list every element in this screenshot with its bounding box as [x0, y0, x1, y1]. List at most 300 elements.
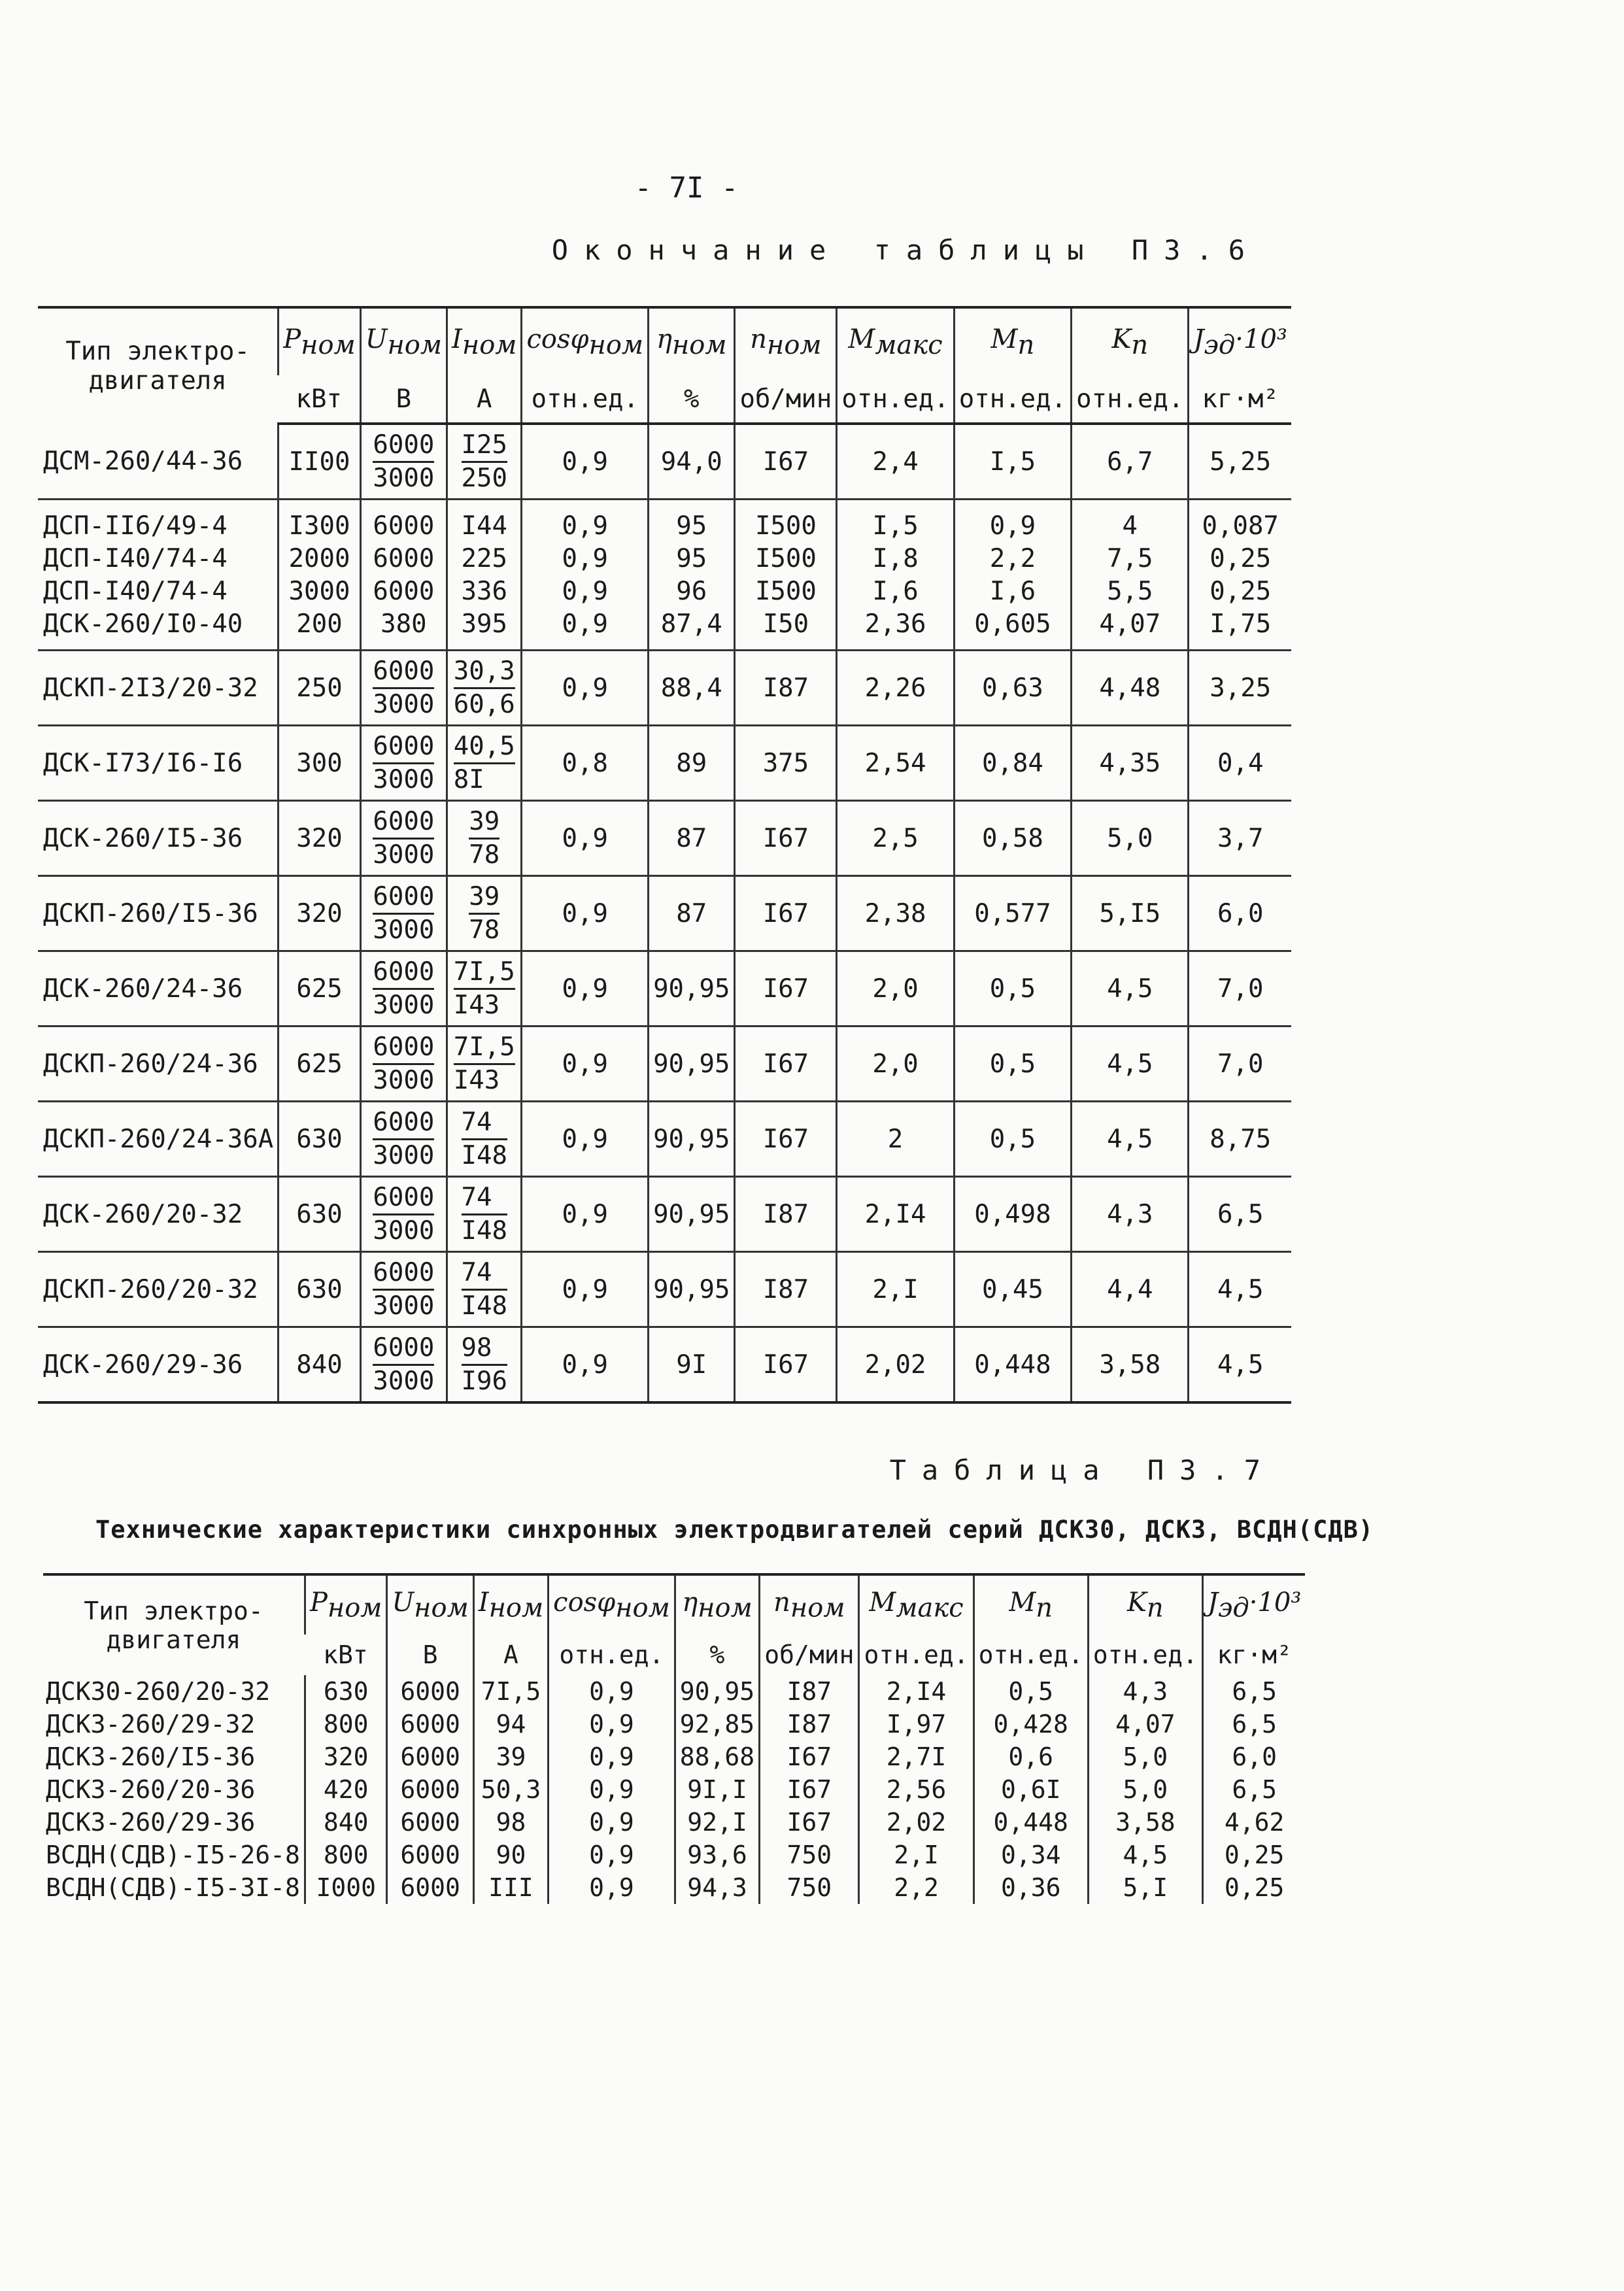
table-row — [38, 801, 1291, 876]
header-5 — [760, 1574, 859, 1635]
header-7 — [973, 1574, 1088, 1635]
header-3 — [549, 1574, 675, 1635]
header-symbol: P — [283, 324, 301, 354]
table-row — [38, 575, 1291, 607]
cell-mp: 0,9 — [954, 500, 1071, 543]
header-symbol: J — [1193, 324, 1204, 354]
cell-eta: 90,95 — [675, 1675, 759, 1708]
cell-n: I67 — [760, 1740, 859, 1773]
cell-j: 0,087 — [1189, 500, 1291, 543]
fraction — [462, 1107, 507, 1172]
fraction-denominator: I48 — [461, 1215, 507, 1246]
fraction-numerator: 6000 — [373, 806, 434, 840]
fraction — [373, 806, 434, 871]
cell-mp: 0,34 — [973, 1839, 1088, 1871]
cell-u — [360, 651, 447, 726]
cell-n: I500 — [735, 575, 837, 607]
cell-cos: 0,9 — [549, 1806, 675, 1839]
header-9 — [1202, 1574, 1305, 1635]
cell-j: 3,7 — [1189, 801, 1291, 876]
cell-p: 2000 — [279, 542, 361, 575]
fraction — [373, 1257, 434, 1322]
cell-u: 6000 — [387, 1675, 473, 1708]
cell-u — [360, 801, 447, 876]
header-8 — [1088, 1574, 1202, 1635]
header-symbol: I — [452, 324, 462, 354]
header-subscript: ном — [588, 330, 644, 360]
cell-eta: 87 — [649, 876, 735, 951]
cell-u — [360, 1102, 447, 1177]
header-unit: об/мин — [735, 375, 837, 424]
header-7 — [954, 307, 1071, 375]
table-p3-6 — [38, 306, 1291, 1404]
cell-mmax: 2,I4 — [859, 1675, 973, 1708]
header-symbol: n — [773, 1587, 790, 1618]
cell-p: I000 — [305, 1871, 387, 1904]
header-symbol: M — [990, 324, 1018, 354]
cell-eta: 88,4 — [649, 651, 735, 726]
header-unit: А — [447, 375, 522, 424]
cell-u: 6000 — [360, 542, 447, 575]
header-type: Тип электро- двигателя — [38, 307, 279, 424]
header-subscript: п — [1017, 330, 1035, 360]
header-superscript: ·10³ — [1249, 1587, 1302, 1618]
header-subscript: ном — [327, 1593, 382, 1623]
header-row — [43, 1574, 1305, 1635]
cell-type: ДСКП-260/24-36А — [38, 1102, 279, 1177]
cell-i: III — [473, 1871, 548, 1904]
fraction-denominator: I96 — [461, 1366, 507, 1396]
cell-mp: 2,2 — [954, 542, 1071, 575]
cell-eta: 95 — [649, 500, 735, 543]
header-symbol: cosφ — [553, 1587, 616, 1618]
fraction-denominator: 3000 — [373, 463, 435, 493]
fraction-numerator: 6000 — [373, 731, 434, 764]
cell-i — [447, 1102, 522, 1177]
cell-j: I,75 — [1189, 607, 1291, 651]
header-unit: % — [649, 375, 735, 424]
table-row — [43, 1675, 1305, 1708]
cell-kp: 4 — [1072, 500, 1189, 543]
fraction — [373, 656, 434, 721]
cell-type: ДСК3-260/20-36 — [46, 1775, 256, 1804]
fraction-denominator: 3000 — [373, 915, 435, 945]
cell-p: 630 — [279, 1177, 361, 1252]
fraction-numerator: 6000 — [373, 957, 434, 990]
header-unit: кВт — [279, 375, 361, 424]
cell-mmax: 2,56 — [859, 1773, 973, 1806]
cell-cos: 0,9 — [522, 575, 649, 607]
header-symbol: cosφ — [526, 324, 589, 354]
cell-j: 8,75 — [1189, 1102, 1291, 1177]
header-unit: отн.ед. — [973, 1635, 1088, 1675]
fraction-denominator: I43 — [453, 990, 500, 1020]
cell-kp: 6,7 — [1072, 424, 1189, 500]
table-row — [43, 1740, 1305, 1773]
cell-n: I67 — [735, 801, 837, 876]
cell-i — [447, 1327, 522, 1403]
fraction-numerator: 30,3 — [454, 656, 515, 689]
table-row — [38, 876, 1291, 951]
cell-j: 4,5 — [1189, 1327, 1291, 1403]
cell-i: I44 — [447, 500, 522, 543]
cell-u: 6000 — [360, 575, 447, 607]
fraction-numerator: 39 — [469, 881, 499, 915]
fraction-numerator: 74 — [462, 1182, 507, 1215]
cell-p: 800 — [305, 1708, 387, 1740]
fraction — [469, 881, 499, 946]
cell-mp: 0,5 — [973, 1675, 1088, 1708]
cell-p: 320 — [305, 1740, 387, 1773]
cell-cos: 0,9 — [549, 1675, 675, 1708]
fraction-denominator: 250 — [461, 463, 507, 493]
cell-j: 6,5 — [1202, 1773, 1305, 1806]
fraction — [373, 957, 434, 1021]
cell-u — [360, 424, 447, 500]
header-symbol: η — [682, 1587, 698, 1618]
header-9 — [1189, 307, 1291, 375]
cell-mp: 0,5 — [954, 1027, 1071, 1102]
cell-eta: 94,3 — [675, 1871, 759, 1904]
header-subscript: ном — [462, 330, 517, 360]
cell-eta: 88,68 — [675, 1740, 759, 1773]
cell-p: 420 — [305, 1773, 387, 1806]
cell-mp: 0,577 — [954, 876, 1071, 951]
cell-cos: 0,9 — [522, 500, 649, 543]
cell-eta: 93,6 — [675, 1839, 759, 1871]
header-1 — [387, 1574, 473, 1635]
cell-j: 7,0 — [1189, 951, 1291, 1027]
table-row — [38, 1327, 1291, 1403]
cell-cos: 0,9 — [549, 1708, 675, 1740]
cell-j: 0,25 — [1202, 1871, 1305, 1904]
fraction-numerator: 6000 — [373, 1257, 434, 1291]
fraction-denominator: I48 — [461, 1291, 507, 1321]
fraction-numerator: 6000 — [373, 881, 434, 915]
header-symbol: P — [309, 1587, 328, 1618]
cell-mmax: 2,26 — [837, 651, 954, 726]
cell-eta: 94,0 — [649, 424, 735, 500]
cell-n: I500 — [735, 500, 837, 543]
cell-mmax: 2,4 — [837, 424, 954, 500]
fraction-denominator: 3000 — [373, 1215, 435, 1246]
cell-kp: 4,5 — [1088, 1839, 1202, 1871]
cell-eta: 9I,I — [675, 1773, 759, 1806]
cell-type: ДСК30-260/20-32 — [46, 1677, 271, 1706]
continuation-title: Окончание таблицы П3.6 — [551, 234, 1260, 266]
table-row — [38, 1102, 1291, 1177]
cell-mp: 0,448 — [973, 1806, 1088, 1839]
cell-mmax: I,6 — [837, 575, 954, 607]
cell-cos: 0,9 — [549, 1740, 675, 1773]
header-subscript: ном — [767, 330, 822, 360]
header-6 — [837, 307, 954, 375]
cell-cos: 0,9 — [522, 1252, 649, 1327]
fraction — [454, 656, 515, 721]
cell-cos: 0,8 — [522, 726, 649, 801]
cell-j: 0,25 — [1189, 542, 1291, 575]
cell-mp: 0,58 — [954, 801, 1071, 876]
header-unit: кВт — [323, 1640, 368, 1669]
cell-type: ДСМ-260/44-36 — [38, 424, 279, 500]
cell-n: 750 — [760, 1839, 859, 1871]
cell-mp: I,5 — [954, 424, 1071, 500]
cell-i — [447, 424, 522, 500]
fraction — [373, 881, 434, 946]
fraction — [462, 430, 507, 494]
fraction — [373, 430, 434, 494]
cell-j: 0,4 — [1189, 726, 1291, 801]
header-unit: отн.ед. — [1072, 375, 1189, 424]
cell-mp: 0,448 — [954, 1327, 1071, 1403]
cell-u — [360, 876, 447, 951]
header-subscript: эд — [1217, 1593, 1249, 1623]
fraction-denominator: 8I — [453, 764, 484, 794]
header-8 — [1072, 307, 1189, 375]
cell-i: 395 — [447, 607, 522, 651]
cell-n: I67 — [735, 424, 837, 500]
cell-cos: 0,9 — [522, 1177, 649, 1252]
cell-p: 625 — [279, 1027, 361, 1102]
cell-mp: 0,36 — [973, 1871, 1088, 1904]
cell-i: 50,3 — [473, 1773, 548, 1806]
cell-p: 630 — [305, 1675, 387, 1708]
cell-i — [447, 726, 522, 801]
table2-label: Таблица П3.7 — [889, 1454, 1276, 1486]
table-row — [43, 1806, 1305, 1839]
cell-mp: 0,605 — [954, 607, 1071, 651]
cell-mmax: 2,02 — [859, 1806, 973, 1839]
header-0 — [279, 307, 361, 375]
cell-n: I87 — [735, 1177, 837, 1252]
cell-j: 4,62 — [1202, 1806, 1305, 1839]
header-subscript: ном — [790, 1593, 845, 1623]
fraction-denominator: 60,6 — [453, 689, 515, 719]
cell-eta: 87 — [649, 801, 735, 876]
cell-cos: 0,9 — [522, 424, 649, 500]
cell-kp: 4,48 — [1072, 651, 1189, 726]
cell-kp: 5,5 — [1072, 575, 1189, 607]
header-1 — [360, 307, 447, 375]
cell-i: 336 — [447, 575, 522, 607]
cell-j: 6,5 — [1202, 1708, 1305, 1740]
table-row — [38, 607, 1291, 651]
fraction — [454, 1032, 515, 1096]
header-3 — [522, 307, 649, 375]
cell-cos: 0,9 — [522, 1027, 649, 1102]
fraction-numerator: 6000 — [373, 1182, 434, 1215]
header-symbol: I — [478, 1587, 489, 1618]
table-row — [38, 951, 1291, 1027]
cell-mp: 0,6I — [973, 1773, 1088, 1806]
cell-n: I67 — [760, 1806, 859, 1839]
header-2 — [473, 1574, 548, 1635]
cell-i: 94 — [473, 1708, 548, 1740]
cell-kp: 5,0 — [1088, 1773, 1202, 1806]
header-subscript: п — [1131, 330, 1149, 360]
header-unit: отн.ед. — [522, 375, 649, 424]
cell-mmax: 2,I4 — [837, 1177, 954, 1252]
header-type: Тип электро- двигателя — [43, 1574, 305, 1675]
fraction-numerator: 40,5 — [454, 731, 515, 764]
cell-i — [447, 1177, 522, 1252]
cell-i — [447, 1027, 522, 1102]
cell-kp: 4,5 — [1072, 951, 1189, 1027]
cell-n: I87 — [760, 1708, 859, 1740]
cell-type: ДСКП-260/I5-36 — [38, 876, 279, 951]
fraction-denominator: 3000 — [373, 1366, 435, 1396]
cell-p: 300 — [279, 726, 361, 801]
cell-cos: 0,9 — [522, 1327, 649, 1403]
cell-eta: 89 — [649, 726, 735, 801]
table-row — [38, 726, 1291, 801]
cell-kp: 5,0 — [1088, 1740, 1202, 1773]
cell-n: I87 — [760, 1675, 859, 1708]
cell-type: ДСКП-260/20-32 — [38, 1252, 279, 1327]
cell-i: 225 — [447, 542, 522, 575]
cell-kp: 4,3 — [1088, 1675, 1202, 1708]
header-unit: отн.ед. — [859, 1635, 973, 1675]
cell-mmax: 2,7I — [859, 1740, 973, 1773]
cell-n: I500 — [735, 542, 837, 575]
table-row — [38, 424, 1291, 500]
cell-type: ДСКП-2I3/20-32 — [38, 651, 279, 726]
cell-kp: 4,35 — [1072, 726, 1189, 801]
table-row — [38, 1027, 1291, 1102]
cell-kp: 7,5 — [1072, 542, 1189, 575]
cell-mp: 0,6 — [973, 1740, 1088, 1773]
cell-i: 39 — [473, 1740, 548, 1773]
cell-eta: 87,4 — [649, 607, 735, 651]
cell-cos: 0,9 — [549, 1839, 675, 1871]
cell-eta: 90,95 — [649, 1177, 735, 1252]
cell-type: ДСК-260/I5-36 — [38, 801, 279, 876]
header-2 — [447, 307, 522, 375]
cell-mp: 0,498 — [954, 1177, 1071, 1252]
header-subscript: ном — [671, 330, 727, 360]
cell-p: 800 — [305, 1839, 387, 1871]
cell-kp: 4,07 — [1088, 1708, 1202, 1740]
cell-j: 7,0 — [1189, 1027, 1291, 1102]
cell-mp: 0,5 — [954, 951, 1071, 1027]
header-4 — [649, 307, 735, 375]
table2-caption: Технические характеристики синхронных электродвигателей серий ДСК30, ДСК3, ВСДН(СДВ) — [95, 1516, 1374, 1544]
fraction — [462, 1182, 507, 1247]
cell-i — [447, 1252, 522, 1327]
header-symbol: M — [848, 324, 875, 354]
cell-u: 6000 — [360, 500, 447, 543]
cell-u — [360, 726, 447, 801]
fraction-denominator: 3000 — [373, 1140, 435, 1170]
cell-n: I67 — [735, 1327, 837, 1403]
table-row — [43, 1708, 1305, 1740]
cell-mp: 0,5 — [954, 1102, 1071, 1177]
fraction-numerator: 6000 — [373, 1332, 434, 1366]
cell-p: 200 — [279, 607, 361, 651]
header-subscript: ном — [387, 330, 443, 360]
fraction-numerator: 74 — [462, 1107, 507, 1140]
cell-kp: 4,4 — [1072, 1252, 1189, 1327]
header-6 — [859, 1574, 973, 1635]
cell-mmax: 2,38 — [837, 876, 954, 951]
table-row — [38, 651, 1291, 726]
fraction — [462, 1332, 507, 1397]
cell-type: ДСК3-260/29-32 — [46, 1710, 256, 1739]
cell-j: 5,25 — [1189, 424, 1291, 500]
fraction — [454, 731, 515, 796]
cell-u — [360, 1327, 447, 1403]
cell-kp: 5,I5 — [1072, 876, 1189, 951]
fraction-denominator: I43 — [453, 1065, 500, 1095]
cell-kp: 3,58 — [1088, 1806, 1202, 1839]
header-subscript: ном — [488, 1593, 544, 1623]
cell-n: I67 — [735, 876, 837, 951]
fraction — [373, 1032, 434, 1096]
table-p3-7 — [43, 1573, 1305, 1904]
header-unit: А — [473, 1635, 548, 1675]
cell-u: 6000 — [387, 1871, 473, 1904]
header-symbol: η — [656, 324, 672, 354]
cell-n: I87 — [735, 651, 837, 726]
table-row — [38, 1252, 1291, 1327]
cell-u: 6000 — [387, 1839, 473, 1871]
cell-type: ДСК-260/I0-40 — [38, 607, 279, 651]
table-row — [43, 1871, 1305, 1904]
header-subscript: п — [1146, 1593, 1164, 1623]
cell-i — [447, 651, 522, 726]
cell-mmax: I,5 — [837, 500, 954, 543]
fraction-numerator: 6000 — [373, 1032, 434, 1065]
cell-p: 630 — [279, 1252, 361, 1327]
cell-p: I300 — [279, 500, 361, 543]
cell-cos: 0,9 — [522, 951, 649, 1027]
header-superscript: ·10³ — [1235, 324, 1287, 354]
header-symbol: U — [365, 324, 388, 354]
cell-n: 375 — [735, 726, 837, 801]
cell-j: 0,25 — [1202, 1839, 1305, 1871]
cell-p: 3000 — [279, 575, 361, 607]
fraction — [373, 1332, 434, 1397]
header-unit: В — [387, 1635, 473, 1675]
fraction — [373, 1107, 434, 1172]
cell-i — [447, 951, 522, 1027]
cell-eta: 90,95 — [649, 1027, 735, 1102]
cell-type: ДСК-260/29-36 — [38, 1327, 279, 1403]
fraction-numerator: 6000 — [373, 656, 434, 689]
cell-type: ДСК-260/24-36 — [38, 951, 279, 1027]
cell-cos: 0,9 — [522, 801, 649, 876]
fraction — [373, 1182, 434, 1247]
cell-i: 90 — [473, 1839, 548, 1871]
header-subscript: макс — [875, 330, 943, 360]
fraction-numerator: 74 — [462, 1257, 507, 1291]
cell-u: 380 — [360, 607, 447, 651]
header-symbol: M — [869, 1587, 896, 1618]
fraction-denominator: 78 — [469, 915, 500, 945]
fraction — [373, 731, 434, 796]
cell-u — [360, 951, 447, 1027]
cell-n: I67 — [735, 1102, 837, 1177]
cell-type: ДСК-260/20-32 — [38, 1177, 279, 1252]
cell-j: 6,5 — [1202, 1675, 1305, 1708]
cell-kp: 5,0 — [1072, 801, 1189, 876]
cell-type: ДСП-II6/49-4 — [43, 511, 228, 541]
cell-eta: 95 — [649, 542, 735, 575]
cell-cos: 0,9 — [522, 1102, 649, 1177]
cell-kp: 3,58 — [1072, 1327, 1189, 1403]
cell-u — [360, 1252, 447, 1327]
cell-cos: 0,9 — [549, 1871, 675, 1904]
